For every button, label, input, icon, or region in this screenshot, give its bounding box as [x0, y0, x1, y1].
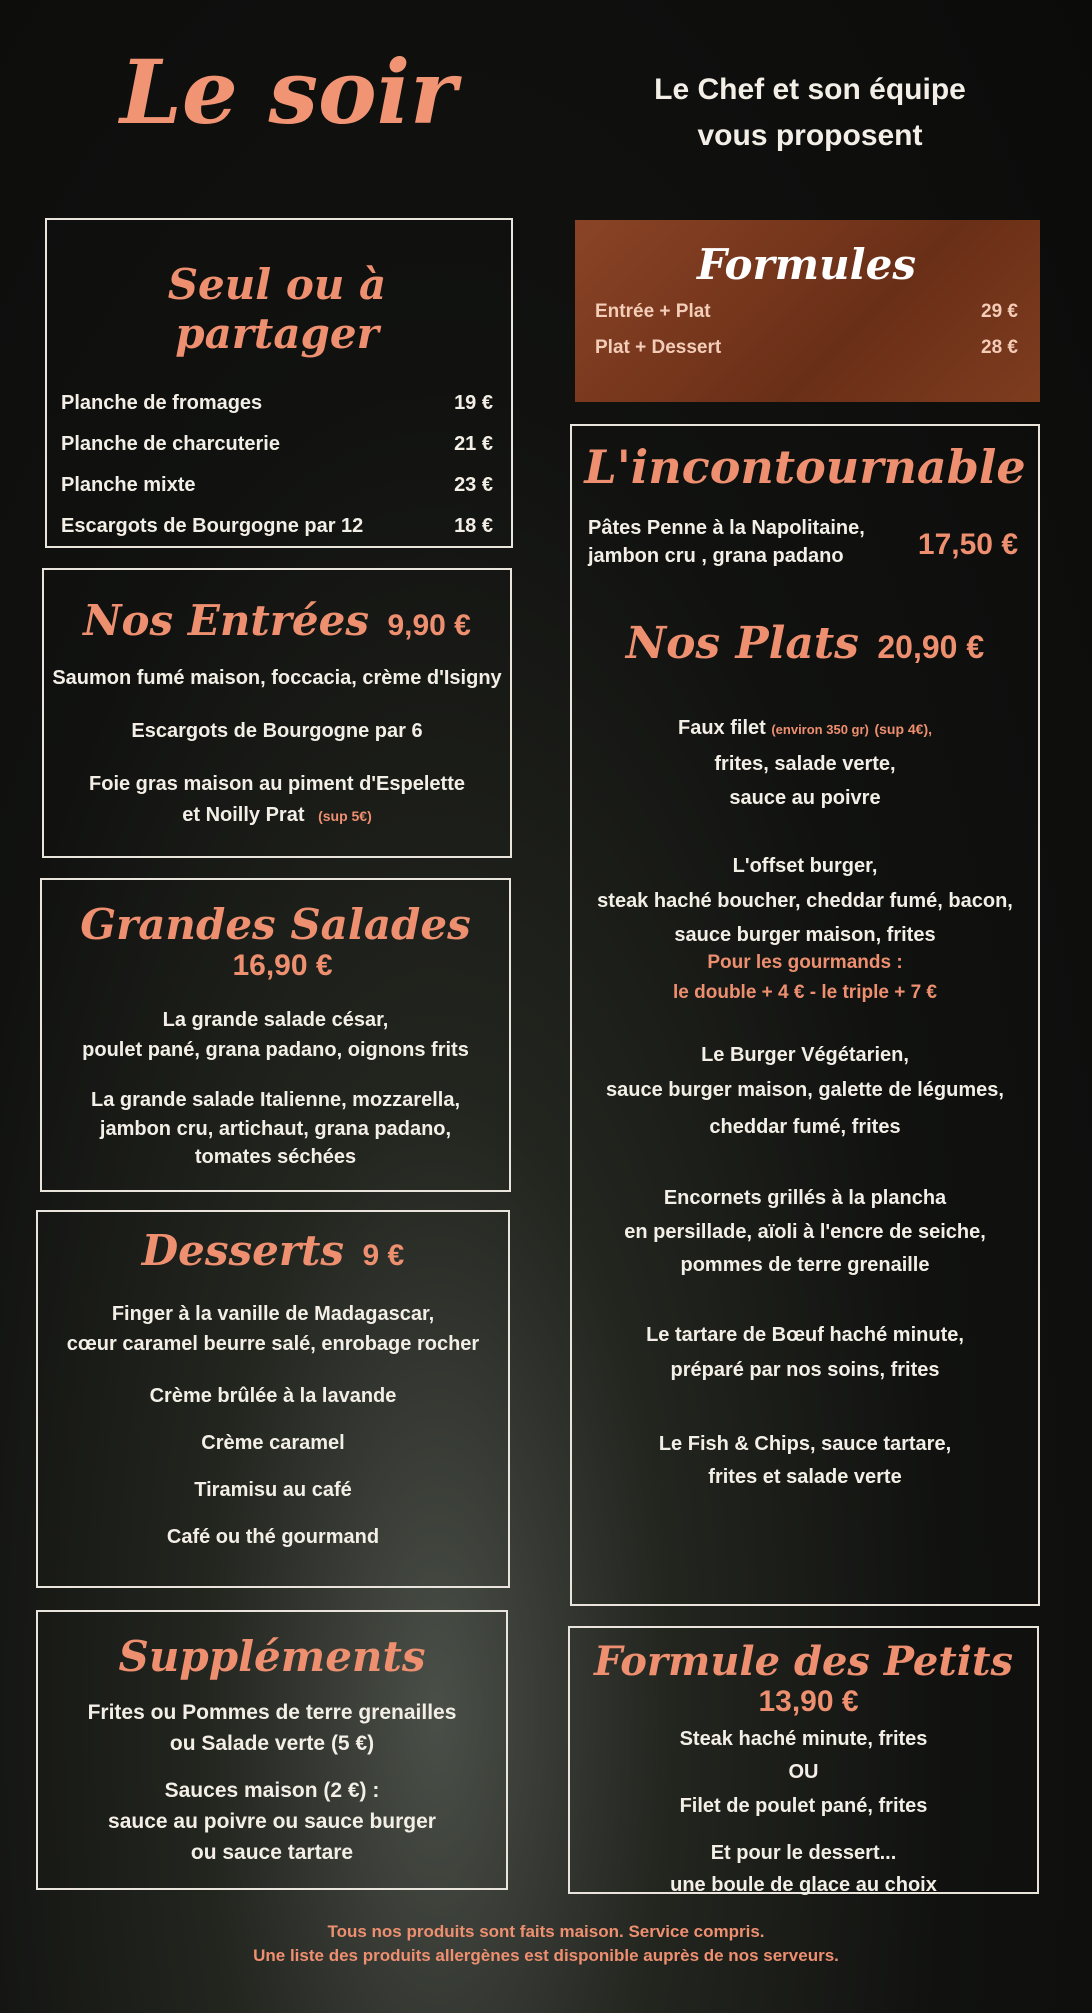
dessert-item: Tiramisu au café: [194, 1479, 352, 1501]
supplement-note: (sup 4€),: [874, 721, 933, 737]
supplement-line: Frites ou Pommes de terre grenailles: [87, 1701, 457, 1724]
footer: [0, 1920, 1092, 1968]
dessert-item: Crème caramel: [201, 1432, 345, 1454]
menu-item: [61, 515, 493, 538]
salade-line: jambon cru, artichaut, grana padano,: [99, 1118, 452, 1140]
formule-row: [595, 301, 1018, 323]
entrees-header: [44, 596, 510, 645]
partager-title: Seul ou à partager: [167, 260, 387, 358]
plat-line: steak haché boucher, cheddar fumé, bacon,: [597, 890, 1013, 912]
entree-item-line: [44, 800, 510, 832]
formules-section: [575, 220, 1040, 402]
dessert-line: cœur caramel beurre salé, enrobage rocher: [66, 1333, 480, 1355]
plat-line: sauce au poivre: [729, 787, 881, 809]
petits-line: Et pour le dessert...: [710, 1842, 897, 1864]
plat-line: en persillade, aïoli à l'encre de seiche,: [624, 1221, 986, 1243]
dessert-item: Café ou thé gourmand: [166, 1526, 380, 1548]
salades-header: [42, 900, 509, 983]
plat-item: Le Fish & Chips, sauce tartare,: [658, 1433, 952, 1455]
salade-line: tomates séchées: [194, 1146, 357, 1168]
entree-item: Escargots de Bourgogne par 6: [131, 720, 423, 742]
petits-price: 13,90 €: [758, 1685, 859, 1718]
plat-item: L'offset burger,: [732, 855, 878, 877]
petits-line: OU: [788, 1761, 819, 1783]
item-label: Planche mixte: [61, 474, 196, 496]
partager-section: [45, 218, 513, 548]
supplement-line: ou sauce tartare: [190, 1841, 354, 1864]
petits-line: Filet de poulet pané, frites: [679, 1795, 928, 1817]
incontournable-price: 17,50 €: [917, 528, 1018, 561]
formule-price: 28 €: [981, 337, 1018, 358]
salades-section: [40, 878, 511, 1192]
supplement-line: sauce au poivre ou sauce burger: [108, 1810, 436, 1833]
footer-line-1: Tous nos produits sont faits maison. Service compris.: [327, 1922, 765, 1941]
dessert-item: Finger à la vanille de Madagascar,: [111, 1303, 435, 1325]
petits-title: Formule des Petits: [594, 1638, 1013, 1685]
plats-title: Nos Plats: [625, 618, 859, 669]
item-price: 19 €: [454, 392, 493, 414]
plats-header: [572, 618, 1038, 669]
supplement-line: ou Salade verte (5 €): [169, 1732, 375, 1755]
formule-label: Entrée + Plat: [595, 301, 711, 322]
petits-line: une boule de glace au choix: [670, 1874, 937, 1896]
formules-title: Formules: [697, 240, 916, 289]
plat-line: frites et salade verte: [708, 1466, 902, 1488]
petits-header: [570, 1638, 1037, 1719]
incontournable-title: L'incontournable: [584, 440, 1026, 494]
desserts-title: Desserts: [141, 1226, 345, 1275]
plat-gourmands: le double + 4 € - le triple + 7 €: [673, 982, 937, 1003]
menu-item: [61, 433, 493, 456]
item-label: Planche de charcuterie: [61, 433, 280, 455]
entree-item-text: et Noilly Prat: [182, 804, 305, 826]
plat-line: frites, salade verte,: [714, 753, 896, 775]
formule-row: [595, 337, 1018, 359]
item-price: 18 €: [454, 515, 493, 537]
entrees-section: [42, 568, 512, 858]
salade-line: poulet pané, grana padano, oignons frits: [82, 1039, 469, 1061]
formule-price: 29 €: [981, 301, 1018, 322]
plats-price: 20,90 €: [877, 629, 985, 665]
desserts-header: [38, 1226, 508, 1275]
supplements-section: [36, 1610, 508, 1890]
page-title: Le soir: [120, 40, 457, 144]
dessert-item: Crème brûlée à la lavande: [149, 1385, 397, 1407]
salades-title: Grandes Salades: [80, 900, 471, 949]
plat-line: sauce burger maison, frites: [674, 924, 936, 946]
desserts-section: [36, 1210, 510, 1588]
supplement-note: (sup 5€): [318, 808, 372, 824]
salade-item: La grande salade Italienne, mozzarella,: [90, 1089, 461, 1111]
plat-line: cheddar fumé, frites: [709, 1116, 901, 1138]
menu-item: [61, 474, 493, 497]
plat-note: (environ 350 gr): [771, 722, 869, 737]
incontournable-line-1: Pâtes Penne à la Napolitaine,: [588, 517, 865, 539]
petits-line: Steak haché minute, frites: [679, 1728, 928, 1750]
entrees-title: Nos Entrées: [83, 596, 369, 645]
salade-item: La grande salade césar,: [162, 1009, 389, 1031]
plat-line: préparé par nos soins, frites: [670, 1359, 940, 1381]
desserts-price: 9 €: [362, 1239, 405, 1272]
incontournable-line-2: jambon cru , grana padano: [588, 545, 844, 567]
menu-item: [61, 392, 493, 415]
plat-name: Faux filet: [677, 717, 766, 739]
plats-section: [570, 424, 1040, 1606]
supplements-title: Suppléments: [118, 1632, 426, 1681]
header-subtitle-1: Le Chef et son équipe: [654, 73, 966, 106]
incontournable-item: [588, 514, 1022, 574]
formule-label: Plat + Dessert: [595, 337, 722, 358]
plat-item: [572, 713, 1038, 745]
plat-gourmands: Pour les gourmands :: [707, 952, 903, 973]
petits-section: [568, 1626, 1039, 1894]
plat-line: sauce burger maison, galette de légumes,: [606, 1079, 1004, 1101]
plat-item: Le Burger Végétarien,: [701, 1044, 909, 1066]
entree-item: Saumon fumé maison, foccacia, crème d'Isigny: [52, 667, 502, 689]
footer-line-2: Une liste des produits allergènes est disponible auprès de nos serveurs.: [253, 1946, 839, 1965]
plat-item: Encornets grillés à la plancha: [663, 1187, 947, 1209]
plat-item: Le tartare de Bœuf haché minute,: [646, 1324, 964, 1346]
entrees-price: 9,90 €: [387, 609, 471, 642]
entree-item: Foie gras maison au piment d'Espelette: [89, 773, 465, 795]
item-label: Escargots de Bourgogne par 12: [61, 515, 364, 537]
item-price: 21 €: [454, 433, 493, 455]
supplement-line: Sauces maison (2 €) :: [164, 1779, 380, 1802]
item-label: Planche de fromages: [61, 392, 263, 414]
plat-line: pommes de terre grenaille: [680, 1254, 930, 1276]
header-subtitle-2: vous proposent: [697, 119, 923, 152]
item-price: 23 €: [454, 474, 493, 496]
salades-price: 16,90 €: [232, 949, 333, 982]
